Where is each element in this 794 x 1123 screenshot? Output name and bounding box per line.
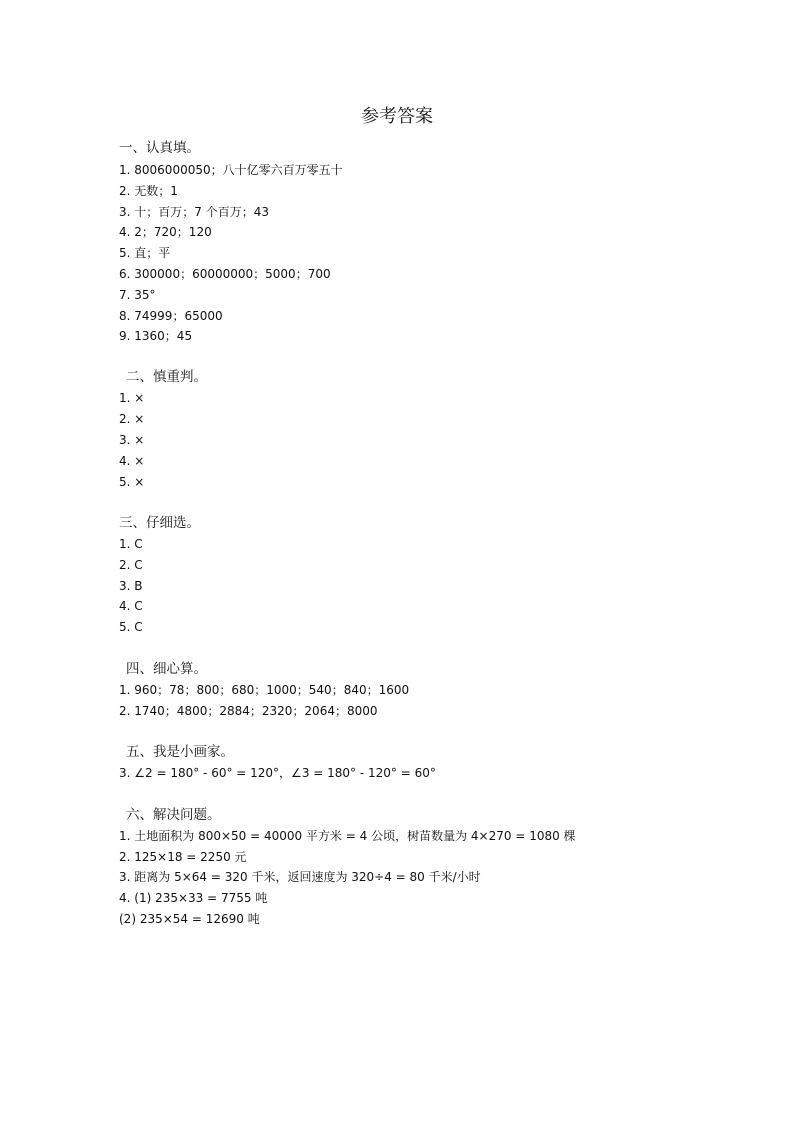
answer-line: 1. 土地面积为 800×50 = 40000 平方米 = 4 公顷，树苗数量为 4×270 = 1080 棵 [119, 829, 576, 843]
answer-line: 2. C [119, 558, 143, 572]
section-heading-problems: 六、解决问题。 [126, 807, 221, 823]
answer-line: 2. 无数；1 [119, 184, 178, 198]
answer-line: 5. × [119, 475, 145, 489]
answer-line: 1. 8006000050；八十亿零六百万零五十 [119, 163, 343, 177]
answer-line: 7. 35° [119, 288, 156, 302]
section-heading-calculate: 四、细心算。 [126, 661, 207, 677]
answer-line: 5. C [119, 620, 143, 634]
answer-line: 1. C [119, 537, 143, 551]
answer-line: 3. × [119, 433, 145, 447]
answer-line: 2. × [119, 412, 145, 426]
answer-line: 4. (1) 235×33 = 7755 吨 [119, 891, 268, 905]
answer-line: 2. 125×18 = 2250 元 [119, 850, 247, 864]
answer-line: 3. 距离为 5×64 = 320 千米，返回速度为 320÷4 = 80 千米/小时 [119, 870, 481, 884]
answer-line: 4. C [119, 599, 143, 613]
answer-line: 4. × [119, 454, 145, 468]
section-heading-drawing: 五、我是小画家。 [126, 744, 234, 760]
answer-line: 1. 960；78；800；680；1000；540；840；1600 [119, 683, 410, 697]
answer-line: 9. 1360；45 [119, 329, 193, 343]
answer-line: (2) 235×54 = 12690 吨 [119, 912, 260, 926]
answer-line: 3. ∠2 = 180° - 60° = 120°，∠3 = 180° - 120° = 60° [119, 766, 436, 780]
answer-line: 3. B [119, 579, 143, 593]
answer-line: 3. 十；百万；7 个百万；43 [119, 205, 269, 219]
answer-line: 5. 直；平 [119, 246, 171, 260]
answer-line: 2. 1740；4800；2884；2320；2064；8000 [119, 704, 378, 718]
answer-line: 6. 300000；60000000；5000；700 [119, 267, 331, 281]
section-heading-judge: 二、慎重判。 [126, 369, 207, 385]
answer-line: 4. 2；720；120 [119, 225, 212, 239]
answer-line: 1. × [119, 391, 145, 405]
answer-line: 8. 74999；65000 [119, 309, 223, 323]
page-title: 参考答案 [361, 106, 433, 127]
section-heading-choose: 三、仔细选。 [119, 515, 200, 531]
section-heading-fill-in: 一、认真填。 [119, 140, 200, 156]
